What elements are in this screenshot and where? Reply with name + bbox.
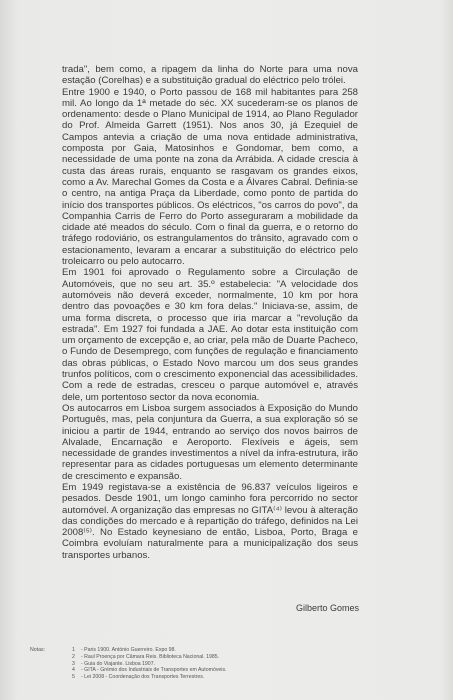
note-item — [72, 674, 352, 681]
paragraph: Os autocarros em Lisboa surgem associados à Exposição do Mundo Português, mas, pela conjuntura da Guerra, a sua exploração só se iniciou a partir de 1944, entrando ao serviço dos novos bairros de Alvalade, Encarnação e Aeroporto. Flexíveis e ágeis, sem necessidade de grandes investimentos a nível da infra-estrutura, irão representar para as cidades portuguesas um elemento determinante de crescimento e expansão. — [62, 402, 358, 482]
note-text: - Paris 1900. António Guerreiro. Expo 98. — [81, 647, 176, 653]
note-number: 3 — [72, 660, 75, 667]
note-number: 5 — [72, 674, 75, 681]
note-item — [72, 647, 352, 654]
note-text: - GITA - Grémio dos Industriais de Transportes em Automóveis. — [81, 667, 227, 674]
paragraph: Entre 1900 e 1940, o Porto passou de 168 mil habitantes para 258 mil. Ao longo da 1ª metade do séc. XX sucederam-se os planos de ordenamento: desde o Plano Municipal de 1914, ao Plano Regulador do Prof. Almeida Garrett (1951). Nos anos 30, já Ezequiel de Campos antevia a criação de uma nova entidade administrativa, composta por Gaia, Matosinhos e Gondomar, bem como, a necessidade de uma ponte na zona da Arrábida. A cidade crescia à custa das áreas rurais, enquanto se rasgavam os grandes eixos, como a Av. Marechal Gomes da Costa e a Álvares Cabral. Definia-se o centro, na antiga Praça da Liberdade, como ponto de partida do início dos transportes públicos. Os eléctricos, "os carros do povo", da Companhia Carris de Ferro do Porto asseguraram a mobilidade da cidade até meados do século. Com o final da guerra, e o retorno do tráfego rodoviário, os estrangulamentos do trânsito, agravado com o estacionamento, levaram a encarar a substituição do eléctrico pelo troleicarro ou pelo autocarro. — [62, 86, 358, 268]
note-text: - Guia do Viajante. Lisboa 1907. — [81, 660, 156, 667]
note-item — [72, 661, 352, 668]
note-number: 2 — [72, 653, 75, 660]
note-number: 4 — [72, 667, 75, 674]
note-item — [72, 654, 352, 661]
paragraph: Em 1949 registava-se a existência de 96.837 veículos ligeiros e pesados. Desde 1901, um longo caminho fora percorrido no sector automóvel. A organização das empresas no GITA⁽⁴⁾ levou à alteração das condições do mercado e à repartição do tráfego, definidos na Lei 2008⁽⁵⁾. No Estado keynesiano de então, Lisboa, Porto, Braga e Coimbra evoluíam naturalmente para a municipalização dos seus transportes urbanos. — [62, 481, 358, 561]
note-text: - Raul Proença por Câmara Reis. Biblioteca Nacional. 1985. — [81, 653, 220, 660]
note-number: 1 — [72, 647, 75, 653]
notes-label: Notas: — [30, 647, 45, 653]
note-text: - Lei 2008 - Coordenação dos Transportes Terrestres. — [81, 674, 205, 681]
author-signature: Gilberto Gomes — [296, 603, 360, 613]
article-body — [62, 64, 358, 561]
paragraph: Em 1901 foi aprovado o Regulamento sobre a Circulação de Automóveis, que no seu art. 35.º estabelecia: "A velocidade dos automóveis não deverá exceder, normalmente, 10 km por hora dentro das povoações e 30 km fora delas." Iniciava-se, assim, de uma forma discreta, o processo que iria marcar a "revolução da estrada". Em 1927 foi fundada a JAE. Ao dotar esta instituição com um orçamento de excepção e, ao criar, pela mão de Duarte Pacheco, o Fundo de Desemprego, com funções de regulação e financiamento das obras públicas, o Estado Novo marcou um dos seus grandes trunfos políticos, com o crescimento exponencial das acessibilidades. Com a rede de estradas, cresceu o parque automóvel e, através dele, um portentoso sector da nova economia. — [62, 267, 358, 403]
note-item — [72, 667, 352, 674]
paragraph: trada", bem como, a ripagem da linha do Norte para uma nova estação (Corelhas) e a substituição gradual do eléctrico pelo trólei. — [62, 64, 358, 87]
notes-list — [72, 647, 352, 681]
